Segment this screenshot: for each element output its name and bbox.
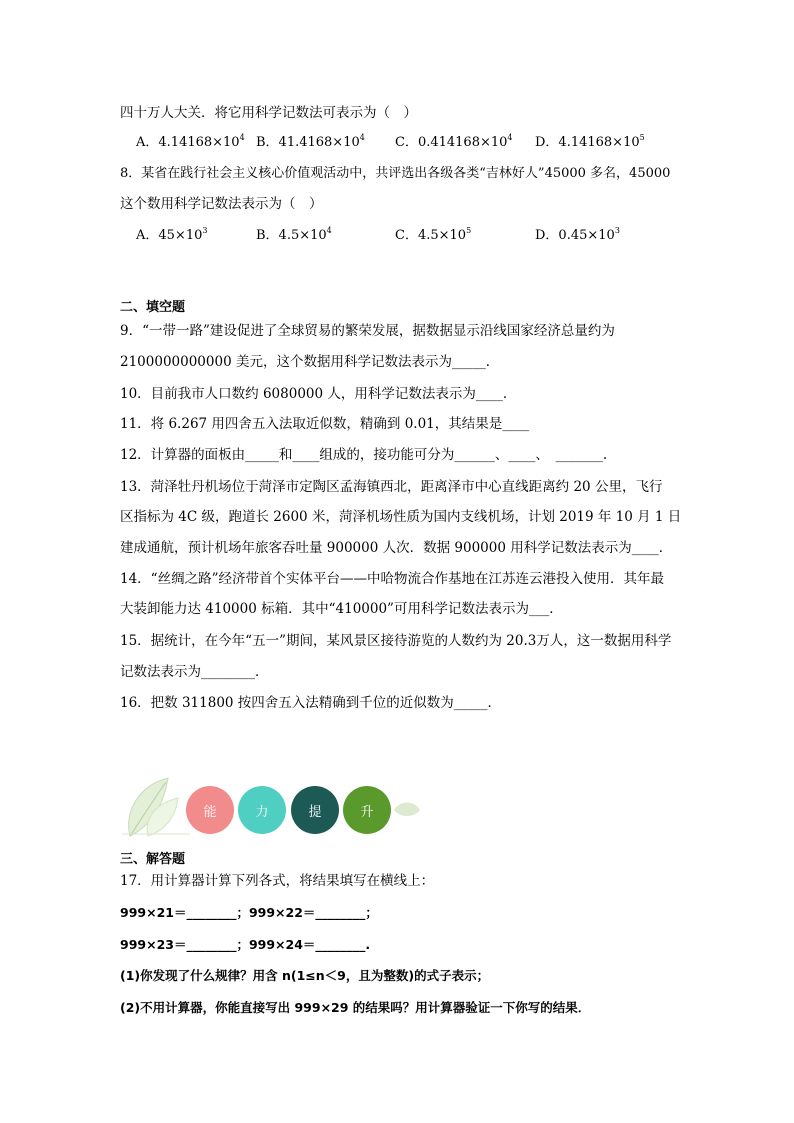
q7-option-c[interactable]: C．$0.414168\times 10^4$ [395,133,513,150]
banner-circle-2 [238,786,286,834]
q17-part-2: (2)不用计算器，你能直接写出 999×29 的结果吗？用计算器验证一下你写的结果． [120,1000,591,1015]
q8-option-d[interactable]: D．$0.45\times 10^3$ [535,226,620,243]
section-3-title: 三、解答题 [120,852,186,867]
q8-option-a[interactable]: A．$45\times 10^3$ [136,226,208,243]
leaf-decoration-icon [120,772,192,838]
q8-line-2: 这个数用科学记数法表示为（ ） [120,196,323,212]
q15-line-1: 15．据统计，在今年“五一”期间，某风景区接待游览的人数约为 20.3万人，这一数据用科学 [120,633,672,649]
q7-text: 四十万人大关．将它用科学记数法可表示为（ ） [120,105,417,121]
q8-option-c[interactable]: C．$4.5\times 10^5$ [395,226,472,243]
q17-row-2: 999×23＝________；999×24＝________. [120,937,371,952]
q12-text: 12．计算器的面板由_____和____组成的，接功能可分为______、____、 _______. [120,447,608,463]
q11-text: 11．将 6.267 用四舍五入法取近似数，精确到 0.01，其结果是____ [120,416,530,432]
q13-line-3: 建成通航，预计机场年旅客吞吐量 900000 人次．数据 900000 用科学记数法表示为____． [120,540,673,556]
banner-circle-1 [186,786,234,834]
q17-part-1: (1)你发现了什么规律？用含 n(1≤n＜9，且为整数)的式子表示； [120,968,490,983]
q10-text: 10．目前我市人口数约 6080000 人，用科学记数法表示为____． [120,386,517,402]
q7-option-b[interactable]: B．$41.4168\times 10^4$ [256,133,365,150]
q16-text: 16．把数 311800 按四舍五入法精确到千位的近似数为_____． [120,695,502,711]
small-leaf-icon [392,798,422,822]
q17-row-1: 999×21＝________；999×22＝________； [120,905,378,920]
q17-intro: 17．用计算器计算下列各式，将结果填写在横线上： [120,873,435,889]
q7-option-d[interactable]: D．$4.14168\times 10^5$ [535,133,645,150]
q14-line-1: 14．“丝绸之路”经济带首个实体平台——中哈物流合作基地在江苏连云港投入使用．其年最 [120,571,664,587]
q9-line-1: 9．“一带一路”建设促进了全球贸易的繁荣发展，据数据显示沿线国家经济总量约为 [120,323,615,339]
q14-line-2: 大装卸能力达 410000 标箱．其中“410000”可用科学记数法表示为___． [120,601,563,617]
q13-line-2: 区指标为 4C 级，跑道长 2600 米，菏泽机场性质为国内支线机场，计划 2019 年 10 月 1 日 [120,509,682,525]
section-2-title: 二、填空题 [120,300,186,315]
q13-line-1: 13．菏泽牡丹机场位于菏泽市定陶区孟海镇西北，距离泽市中心直线距离约 20 公里，飞行 [120,479,663,495]
banner-char-2: 力 [255,804,269,820]
q7-option-a[interactable]: A．$4.14168\times 10^4$ [136,133,245,150]
q15-line-2: 记数法表示为________． [120,664,269,680]
banner [120,770,430,840]
banner-char-4: 升 [360,804,374,820]
banner-circle-3 [291,786,339,834]
banner-circle-4 [343,786,391,834]
q8-option-b[interactable]: B．$4.5\times 10^4$ [256,226,332,243]
q9-line-2: 2100000000000 美元，这个数据用科学记数法表示为_____． [120,354,500,370]
q8-line-1: 8．某省在践行社会主义核心价值观活动中，共评选出各级各类“吉林好人”45000 多名，45000 [120,166,671,181]
banner-char-3: 提 [308,804,322,820]
banner-char-1: 能 [203,804,217,820]
